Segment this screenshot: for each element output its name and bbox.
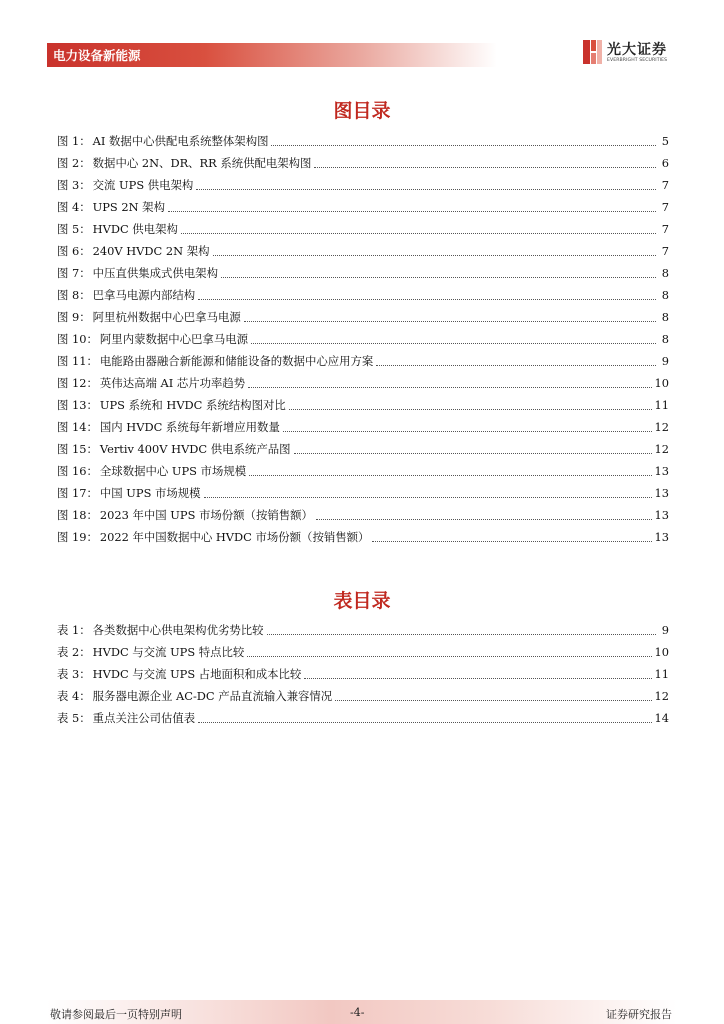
figure-entry[interactable]	[57, 218, 669, 240]
figure-entry-title: 阿里内蒙数据中心巴拿马电源	[99, 332, 248, 346]
figure-entry-label: 图 8：	[57, 288, 91, 302]
company-logo	[582, 38, 682, 66]
figure-entry[interactable]	[57, 526, 669, 548]
dot-leader	[213, 254, 657, 256]
dot-leader	[198, 298, 656, 300]
logo-company-name-en: EVERBRIGHT SECURITIES	[607, 58, 668, 63]
dot-leader	[249, 474, 651, 476]
figure-entry[interactable]	[57, 394, 669, 416]
figure-entry-page: 8	[661, 288, 669, 302]
figure-entry-title: 巴拿马电源内部结构	[92, 288, 196, 302]
dot-leader	[304, 677, 651, 679]
figure-entry-title: 英伟达高端 AI 芯片功率趋势	[99, 376, 246, 390]
figure-entry-label: 图 15：	[57, 442, 98, 456]
figure-entry-page: 7	[661, 222, 669, 236]
figure-entry[interactable]	[57, 504, 669, 526]
figure-entry-page: 9	[661, 354, 669, 368]
figure-entry-title: Vertiv 400V HVDC 供电系统产品图	[99, 442, 291, 456]
table-entry-label: 表 2：	[57, 645, 91, 659]
table-entry[interactable]	[57, 685, 669, 707]
figure-entry-title: 交流 UPS 供电架构	[92, 178, 194, 192]
figure-entry-label: 图 19：	[57, 530, 98, 544]
figure-entry[interactable]	[57, 460, 669, 482]
dot-leader	[244, 320, 656, 322]
figure-entry[interactable]	[57, 328, 669, 350]
figure-entry-label: 图 1：	[57, 134, 91, 148]
figure-entry[interactable]	[57, 130, 669, 152]
table-entry[interactable]	[57, 641, 669, 663]
figure-entry-label: 图 10：	[57, 332, 98, 346]
table-entry[interactable]	[57, 619, 669, 641]
dot-leader	[283, 430, 652, 432]
figure-entry-title: HVDC 供电架构	[92, 222, 178, 236]
dot-leader	[251, 342, 656, 344]
figure-entry-label: 图 14：	[57, 420, 98, 434]
figure-entry-label: 图 6：	[57, 244, 91, 258]
dot-leader	[267, 633, 656, 635]
figure-entry-title: 240V HVDC 2N 架构	[92, 244, 210, 258]
figure-entry-label: 图 7：	[57, 266, 91, 280]
figure-entry-page: 12	[654, 442, 669, 456]
figure-entry[interactable]	[57, 240, 669, 262]
figure-entry-label: 图 2：	[57, 156, 91, 170]
dot-leader	[221, 276, 656, 278]
figure-entry-title: 全球数据中心 UPS 市场规模	[99, 464, 247, 478]
figure-entry-title: 数据中心 2N、DR、RR 系统供配电架构图	[92, 156, 312, 170]
dot-leader	[196, 188, 656, 190]
figure-entry[interactable]	[57, 438, 669, 460]
figure-entry-page: 8	[661, 332, 669, 346]
figure-entry-title: UPS 2N 架构	[92, 200, 165, 214]
figure-entry-page: 13	[654, 530, 669, 544]
table-entry-label: 表 1：	[57, 623, 91, 637]
figure-entry[interactable]	[57, 196, 669, 218]
figure-entry-title: 2022 年中国数据中心 HVDC 市场份额（按销售额）	[99, 530, 370, 544]
dot-leader	[335, 699, 651, 701]
figure-entry-title: 中压直供集成式供电架构	[92, 266, 218, 280]
dot-leader	[181, 232, 656, 234]
figure-entry-page: 7	[661, 244, 669, 258]
table-entry-title: HVDC 与交流 UPS 特点比较	[92, 645, 245, 659]
footer-disclaimer: 敬请参阅最后一页特别声明	[50, 1008, 182, 1021]
table-entry-page: 12	[654, 689, 669, 703]
figure-entry-title: UPS 系统和 HVDC 系统结构图对比	[99, 398, 286, 412]
dot-leader	[294, 452, 652, 454]
figure-entry-label: 图 16：	[57, 464, 98, 478]
figure-entry-label: 图 5：	[57, 222, 91, 236]
figure-entry-page: 8	[661, 266, 669, 280]
figure-entry-page: 12	[654, 420, 669, 434]
figure-entry-label: 图 12：	[57, 376, 98, 390]
figure-entry-title: AI 数据中心供配电系统整体架构图	[92, 134, 269, 148]
figure-entry-page: 7	[661, 200, 669, 214]
figure-entry-page: 5	[661, 134, 669, 148]
page-number: -4-	[350, 1006, 365, 1019]
table-entry-label: 表 4：	[57, 689, 91, 703]
figure-entry-title: 国内 HVDC 系统每年新增应用数量	[99, 420, 280, 434]
figure-entry-label: 图 9：	[57, 310, 91, 324]
figure-entry-label: 图 11：	[57, 354, 98, 368]
figure-entry-page: 13	[654, 508, 669, 522]
dot-leader	[198, 721, 651, 723]
header-section-bar	[47, 43, 497, 67]
figure-entry[interactable]	[57, 416, 669, 438]
figure-entry-page: 13	[654, 486, 669, 500]
figure-list	[57, 130, 669, 548]
table-entry-title: 服务器电源企业 AC-DC 产品直流输入兼容情况	[92, 689, 333, 703]
table-entry[interactable]	[57, 707, 669, 729]
figure-entry[interactable]	[57, 372, 669, 394]
figure-entry[interactable]	[57, 482, 669, 504]
footer-doc-type: 证券研究报告	[606, 1008, 672, 1021]
table-list-title: 表目录	[333, 590, 391, 612]
logo-company-name: 光大证券	[607, 42, 667, 58]
figure-entry[interactable]	[57, 152, 669, 174]
dot-leader	[247, 655, 651, 657]
table-entry-label: 表 5：	[57, 711, 91, 725]
figure-entry-label: 图 18：	[57, 508, 98, 522]
header-section-label: 电力设备新能源	[53, 48, 141, 63]
figure-entry-title: 2023 年中国 UPS 市场份额（按销售额）	[99, 508, 313, 522]
dot-leader	[248, 386, 651, 388]
everbright-logo-icon	[582, 38, 604, 66]
dot-leader	[316, 518, 652, 520]
dot-leader	[271, 144, 656, 146]
table-entry-title: 各类数据中心供电架构优劣势比较	[92, 623, 264, 637]
figure-entry-page: 6	[661, 156, 669, 170]
figure-entry-label: 图 13：	[57, 398, 98, 412]
table-entry-page: 9	[661, 623, 669, 637]
figure-entry[interactable]	[57, 284, 669, 306]
dot-leader	[168, 210, 656, 212]
figure-entry-page: 11	[654, 398, 669, 412]
figure-entry-label: 图 17：	[57, 486, 98, 500]
figure-entry-title: 电能路由器融合新能源和储能设备的数据中心应用方案	[99, 354, 374, 368]
figure-entry[interactable]	[57, 262, 669, 284]
figure-entry-label: 图 3：	[57, 178, 91, 192]
dot-leader	[314, 166, 656, 168]
figure-entry[interactable]	[57, 306, 669, 328]
figure-entry-page: 8	[661, 310, 669, 324]
figure-entry-title: 中国 UPS 市场规模	[99, 486, 201, 500]
figure-entry[interactable]	[57, 350, 669, 372]
figure-entry[interactable]	[57, 174, 669, 196]
table-entry-page: 14	[654, 711, 669, 725]
table-entry-label: 表 3：	[57, 667, 91, 681]
table-list	[57, 619, 669, 729]
figure-entry-page: 10	[654, 376, 669, 390]
figure-entry-title: 阿里杭州数据中心巴拿马电源	[92, 310, 241, 324]
figure-list-title: 图目录	[333, 100, 391, 122]
table-entry-page: 11	[654, 667, 669, 681]
figure-entry-label: 图 4：	[57, 200, 91, 214]
dot-leader	[289, 408, 652, 410]
figure-entry-page: 13	[654, 464, 669, 478]
table-entry[interactable]	[57, 663, 669, 685]
table-entry-page: 10	[654, 645, 669, 659]
figure-entry-page: 7	[661, 178, 669, 192]
dot-leader	[204, 496, 652, 498]
dot-leader	[372, 540, 651, 542]
dot-leader	[376, 364, 656, 366]
table-entry-title: HVDC 与交流 UPS 占地面积和成本比较	[92, 667, 302, 681]
table-entry-title: 重点关注公司估值表	[92, 711, 196, 725]
